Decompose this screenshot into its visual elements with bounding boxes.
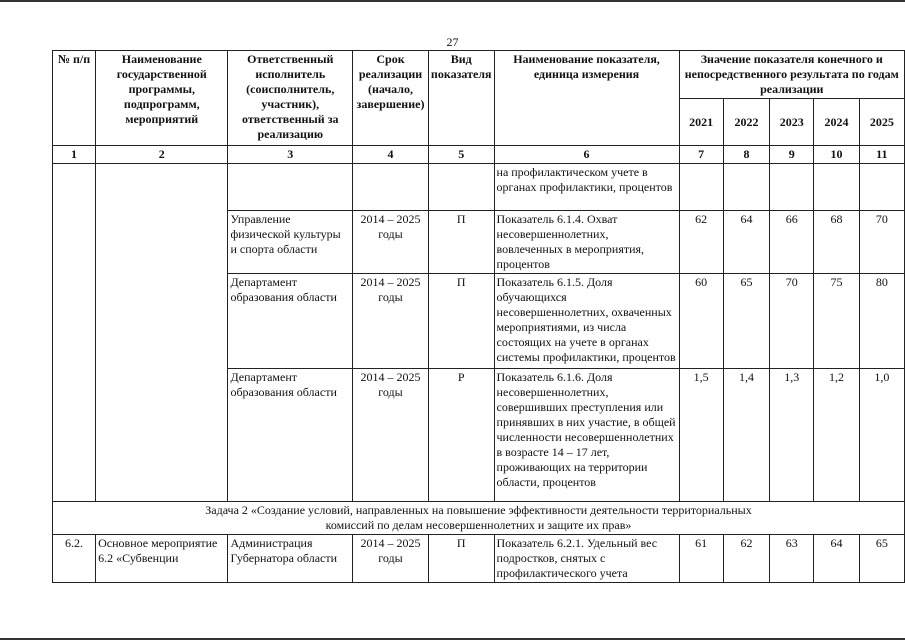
header-num: № п/п bbox=[53, 51, 96, 146]
row-value-2023: 70 bbox=[770, 274, 814, 369]
row-period bbox=[353, 164, 429, 211]
column-number: 4 bbox=[353, 146, 429, 164]
column-number: 8 bbox=[723, 146, 769, 164]
column-number: 7 bbox=[679, 146, 723, 164]
header-year-2021: 2021 bbox=[679, 99, 723, 146]
row-value-2021: 1,5 bbox=[679, 369, 723, 502]
row-value-2025 bbox=[859, 164, 904, 211]
column-number: 5 bbox=[428, 146, 494, 164]
column-number-row bbox=[53, 146, 905, 164]
task-row bbox=[53, 502, 905, 535]
row-type bbox=[428, 164, 494, 211]
header-period: Срок реализации (начало, завершение) bbox=[353, 51, 429, 146]
row-indicator: Показатель 6.2.1. Удельный вес подростков, снятых с профилактического учета bbox=[494, 535, 679, 583]
column-number: 2 bbox=[96, 146, 228, 164]
header-name: Наименование государственной программы, подпрограмм, мероприятий bbox=[96, 51, 228, 146]
row-value-2023: 63 bbox=[770, 535, 814, 583]
row-period: 2014 – 2025 годы bbox=[353, 211, 429, 274]
header-year-2024: 2024 bbox=[814, 99, 859, 146]
header-year-2023: 2023 bbox=[770, 99, 814, 146]
table-row bbox=[53, 164, 905, 211]
row-value-2024: 68 bbox=[814, 211, 859, 274]
row-indicator: Показатель 6.1.6. Доля несовершеннолетних, совершивших преступления или принявших в них участие, в общей численности несовершеннолетних в возрасте 14 – 17 лет, проживающих на территории области, процентов bbox=[494, 369, 679, 502]
page-number: 27 bbox=[446, 35, 459, 49]
row-indicator: на профилактическом учете в органах профилактики, процентов bbox=[494, 164, 679, 211]
row-value-2022: 65 bbox=[723, 274, 769, 369]
row-value-2022: 62 bbox=[723, 535, 769, 583]
header-type: Вид показателя bbox=[428, 51, 494, 146]
row-num bbox=[53, 164, 96, 502]
column-number: 9 bbox=[770, 146, 814, 164]
header-executor: Ответственный исполнитель (соисполнитель, участник), ответственный за реализацию bbox=[228, 51, 353, 146]
row-name bbox=[96, 164, 228, 502]
header-values: Значение показателя конечного и непосредственного результата по годам реализации bbox=[679, 51, 904, 99]
row-period: 2014 – 2025 годы bbox=[353, 535, 429, 583]
row-value-2024: 75 bbox=[814, 274, 859, 369]
header-indicator: Наименование показателя, единица измерения bbox=[494, 51, 679, 146]
row-executor: Управление физической культуры и спорта области bbox=[228, 211, 353, 274]
table-row bbox=[53, 535, 905, 583]
program-table bbox=[52, 50, 905, 583]
row-value-2022 bbox=[723, 164, 769, 211]
row-executor: Администрация Губернатора области bbox=[228, 535, 353, 583]
row-period: 2014 – 2025 годы bbox=[353, 274, 429, 369]
row-indicator: Показатель 6.1.5. Доля обучающихся несовершеннолетних, охваченных мероприятиями, из числа состоящих на учете в органах системы профилактики, процентов bbox=[494, 274, 679, 369]
row-executor: Департамент образования области bbox=[228, 274, 353, 369]
row-value-2025: 1,0 bbox=[859, 369, 904, 502]
header-year-2022: 2022 bbox=[723, 99, 769, 146]
row-value-2021: 62 bbox=[679, 211, 723, 274]
row-num: 6.2. bbox=[53, 535, 96, 583]
row-value-2023 bbox=[770, 164, 814, 211]
row-executor: Департамент образования области bbox=[228, 369, 353, 502]
column-number: 1 bbox=[53, 146, 96, 164]
task-2-title: Задача 2 «Создание условий, направленных на повышение эффективности деятельности территориальных комиссий по делам несовершеннолетних и защите их прав» bbox=[53, 502, 905, 535]
row-period: 2014 – 2025 годы bbox=[353, 369, 429, 502]
header-year-2025: 2025 bbox=[859, 99, 904, 146]
row-value-2025: 65 bbox=[859, 535, 904, 583]
row-indicator: Показатель 6.1.4. Охват несовершеннолетних, вовлеченных в мероприятия, процентов bbox=[494, 211, 679, 274]
column-number: 3 bbox=[228, 146, 353, 164]
row-type: П bbox=[428, 535, 494, 583]
scan-edge-top bbox=[0, 0, 905, 2]
row-value-2024 bbox=[814, 164, 859, 211]
row-name: Основное мероприятие 6.2 «Субвенции bbox=[96, 535, 228, 583]
row-value-2024: 1,2 bbox=[814, 369, 859, 502]
row-value-2021: 60 bbox=[679, 274, 723, 369]
row-type: П bbox=[428, 211, 494, 274]
row-value-2021: 61 bbox=[679, 535, 723, 583]
row-type: П bbox=[428, 274, 494, 369]
row-value-2023: 1,3 bbox=[770, 369, 814, 502]
row-executor bbox=[228, 164, 353, 211]
row-value-2021 bbox=[679, 164, 723, 211]
row-value-2022: 64 bbox=[723, 211, 769, 274]
row-value-2025: 80 bbox=[859, 274, 904, 369]
row-value-2022: 1,4 bbox=[723, 369, 769, 502]
row-value-2025: 70 bbox=[859, 211, 904, 274]
row-value-2024: 64 bbox=[814, 535, 859, 583]
column-number: 10 bbox=[814, 146, 859, 164]
column-number: 11 bbox=[859, 146, 904, 164]
row-type: Р bbox=[428, 369, 494, 502]
row-value-2023: 66 bbox=[770, 211, 814, 274]
column-number: 6 bbox=[494, 146, 679, 164]
